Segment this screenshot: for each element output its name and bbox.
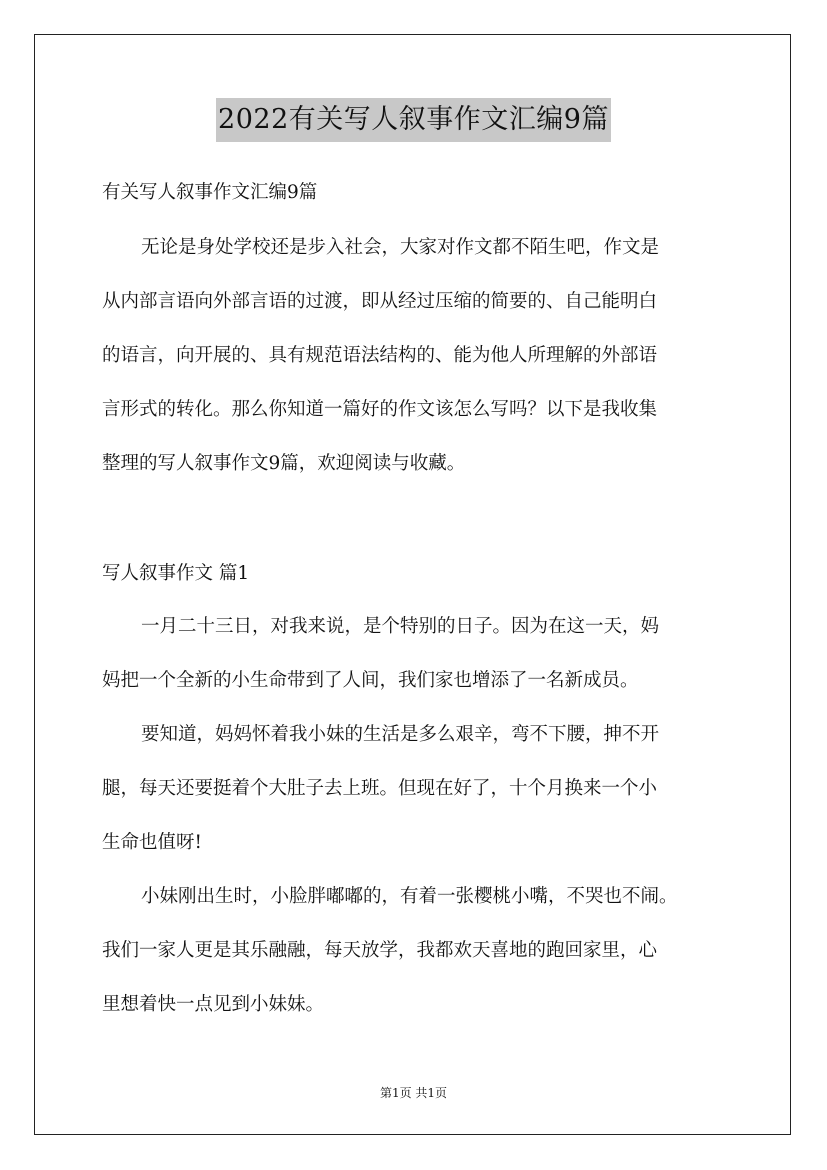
paragraph-line: 小妹刚出生时，小脸胖嘟嘟的，有着一张樱桃小嘴，不哭也不闹。 <box>141 886 678 907</box>
subtitle: 有关写人叙事作文汇编9篇 <box>102 182 318 203</box>
paragraph-line: 腿，每天还要挺着个大肚子去上班。但现在好了，十个月换来一个小 <box>102 778 658 799</box>
paragraph-line: 的语言，向开展的、具有规范语法结构的、能为他人所理解的外部语 <box>102 345 658 366</box>
paragraph-line: 整理的写人叙事作文9篇，欢迎阅读与收藏。 <box>102 453 466 474</box>
title-container <box>0 98 827 142</box>
paragraph-line: 一月二十三日，对我来说，是个特别的日子。因为在这一天，妈 <box>141 616 660 637</box>
paragraph-line: 言形式的转化。那么你知道一篇好的作文该怎么写吗？以下是我收集 <box>102 399 658 420</box>
paragraph-line: 无论是身处学校还是步入社会，大家对作文都不陌生吧，作文是 <box>141 237 660 258</box>
paragraph-line: 我们一家人更是其乐融融，每天放学，我都欢天喜地的跑回家里，心 <box>102 940 658 961</box>
section-heading: 写人叙事作文 篇1 <box>102 563 250 584</box>
paragraph-line: 生命也值呀! <box>102 832 202 853</box>
page-footer: 第1页 共1页 <box>379 1086 448 1100</box>
paragraph-line: 里想着快一点见到小妹妹。 <box>102 994 325 1015</box>
paragraph-line: 从内部言语向外部言语的过渡，即从经过压缩的简要的、自己能明白 <box>102 291 658 312</box>
paragraph-line: 要知道，妈妈怀着我小妹的生活是多么艰辛，弯不下腰，抻不开 <box>141 724 660 745</box>
paragraph-line: 妈把一个全新的小生命带到了人间，我们家也增添了一名新成员。 <box>102 670 639 691</box>
document-title: 2022有关写人叙事作文汇编9篇 <box>216 98 611 142</box>
